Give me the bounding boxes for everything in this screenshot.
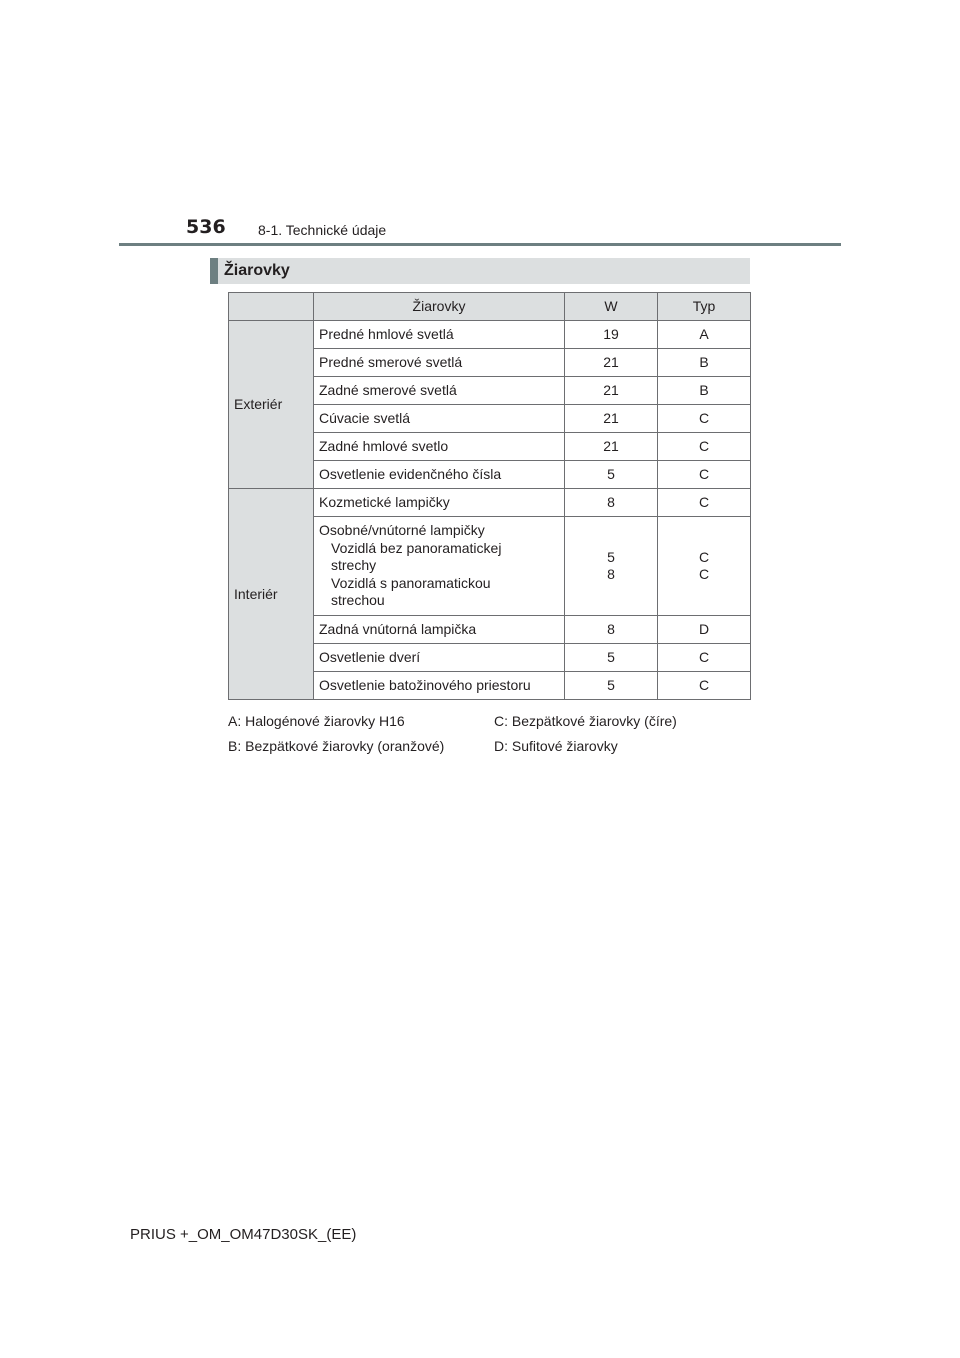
bulb-watt: 21 [565, 433, 658, 461]
bulb-type: C [658, 489, 751, 517]
bulb-name-multi [314, 517, 565, 616]
bulb-type: C [658, 461, 751, 489]
bulb-type: C [658, 433, 751, 461]
bulb-watt: 5 [607, 548, 615, 565]
bulb-type: B [658, 349, 751, 377]
chapter-title: 8-1. Technické údaje [258, 222, 387, 238]
bulb-name: Zadné smerové svetlá [314, 377, 565, 405]
bulb-type-multi [658, 517, 751, 616]
bulb-name: Osvetlenie evidenčného čísla [314, 461, 565, 489]
table-header-watt: W [565, 293, 658, 321]
legend-b: B: Bezpätkové žiarovky (oranžové) [228, 738, 445, 754]
bulb-name: Kozmetické lampičky [314, 489, 565, 517]
bulb-watt-multi [565, 517, 658, 616]
bulb-type: C [698, 548, 710, 565]
bulb-table [228, 292, 751, 700]
bulb-type: B [658, 377, 751, 405]
legend-a: A: Halogénové žiarovky H16 [228, 713, 405, 729]
bulb-name: Predné hmlové svetlá [314, 321, 565, 349]
table-row [229, 321, 751, 349]
bulb-watt: 21 [565, 377, 658, 405]
variant-label: strechou [331, 592, 385, 609]
category-interior: Interiér [229, 489, 314, 700]
bulb-watt: 5 [565, 644, 658, 672]
bulb-watt: 21 [565, 349, 658, 377]
legend-d: D: Sufitové žiarovky [494, 738, 618, 754]
bulb-type: D [658, 616, 751, 644]
bulb-name: Zadné hmlové svetlo [314, 433, 565, 461]
footer-code: PRIUS +_OM_OM47D30SK_(EE) [130, 1226, 357, 1243]
variant-label: Vozidlá s panoramatickou [331, 574, 491, 591]
bulb-name: Zadná vnútorná lampička [314, 616, 565, 644]
bulb-name: Osobné/vnútorné lampičky [319, 522, 485, 539]
table-header-type: Typ [658, 293, 751, 321]
section-title: Žiarovky [224, 262, 290, 279]
variant-label: Vozidlá bez panoramatickej [331, 539, 502, 556]
bulb-watt: 19 [565, 321, 658, 349]
page-number: 536 [186, 216, 226, 238]
bulb-name: Osvetlenie batožinového priestoru [314, 672, 565, 700]
bulb-type: C [698, 566, 710, 582]
header-rule [119, 243, 841, 246]
bulb-type: C [658, 672, 751, 700]
bulb-type: C [658, 644, 751, 672]
bulb-watt: 8 [607, 566, 615, 582]
bulb-name: Osvetlenie dverí [314, 644, 565, 672]
bulb-name: Predné smerové svetlá [314, 349, 565, 377]
table-header-category [229, 293, 314, 321]
bulb-watt: 21 [565, 405, 658, 433]
section-bar [210, 258, 750, 284]
variant-label: strechy [331, 557, 377, 574]
bulb-watt: 8 [565, 616, 658, 644]
section-bar-accent [210, 258, 218, 284]
legend-c: C: Bezpätkové žiarovky (číre) [494, 713, 677, 729]
bulb-watt: 5 [565, 461, 658, 489]
category-exterior: Exteriér [229, 321, 314, 489]
bulb-name: Cúvacie svetlá [314, 405, 565, 433]
bulb-watt: 5 [565, 672, 658, 700]
table-row [229, 489, 751, 517]
bulb-type: C [658, 405, 751, 433]
table-header-bulb: Žiarovky [314, 293, 565, 321]
bulb-type: A [658, 321, 751, 349]
bulb-watt: 8 [565, 489, 658, 517]
table-header-row [229, 293, 751, 321]
